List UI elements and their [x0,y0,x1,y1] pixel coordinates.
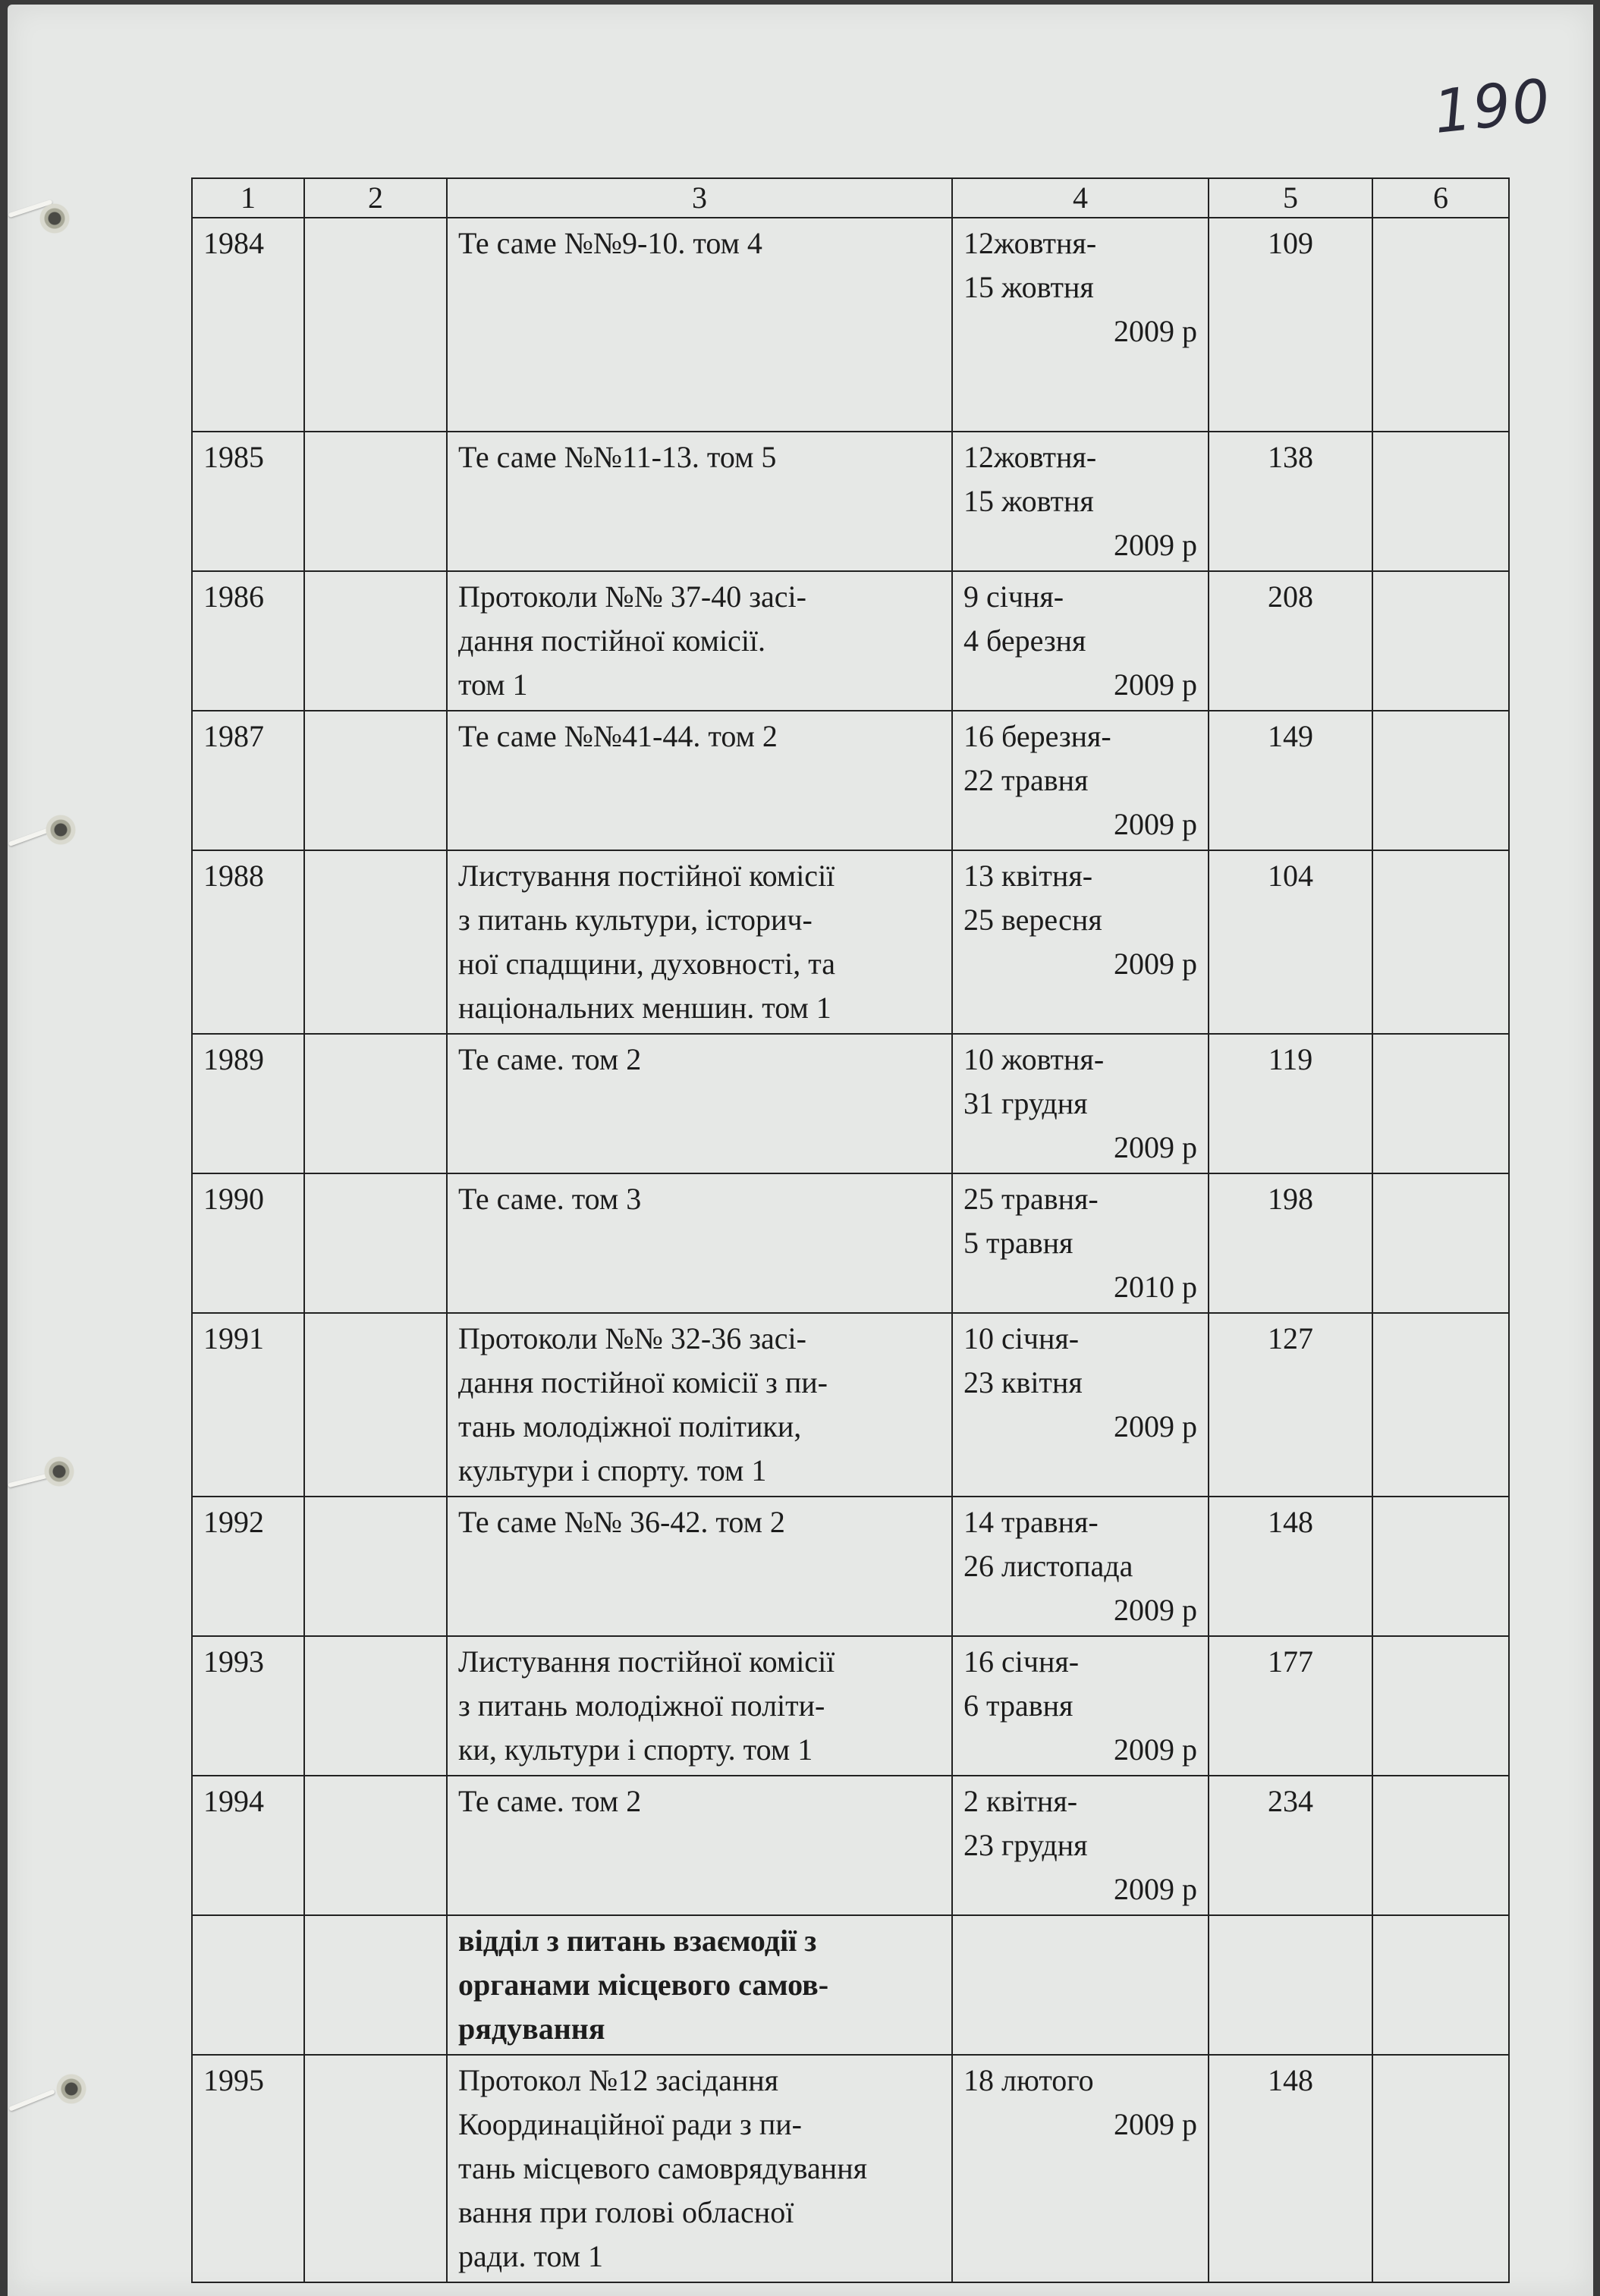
date-range: 12жовтня- 15 жовтня [963,440,1097,518]
empty-cell [1372,571,1509,711]
binding-hole-icon [39,203,70,234]
file-title: Протокол №12 засідання Координаційної ради з пи- тань місцевого самоврядування вання при голові обласної ради. том 1 [447,2055,952,2282]
table-row [192,571,1509,711]
file-number: 1995 [192,2055,304,2282]
date-range: 12жовтня- 15 жовтня [963,226,1097,304]
archive-inventory-table [191,177,1510,2283]
sheet-count: 148 [1209,2055,1372,2282]
date-year: 2009 р [1114,1593,1197,1627]
column-header: 5 [1209,178,1372,218]
empty-cell [1372,711,1509,850]
sheet-count: 119 [1209,1034,1372,1173]
file-number: 1984 [192,218,304,432]
file-dates [952,2055,1209,2282]
date-range: 16 березня- 22 травня [963,719,1111,797]
page-number: 190 [1430,67,1555,147]
date-year: 2009 р [1114,807,1197,841]
file-title: Листування постійної комісії з питань молодіжної політи- ки, культури і спорту. том 1 [447,1636,952,1776]
binding-string [8,2089,55,2112]
file-dates [952,1776,1209,1915]
empty-cell [304,1313,447,1497]
empty-cell [1209,1915,1372,2055]
column-header: 6 [1372,178,1509,218]
empty-cell [304,850,447,1034]
binding-hole-icon [46,815,76,845]
file-dates [952,850,1209,1034]
section-heading: відділ з питань взаємодії з органами місцевого самов- рядування [447,1915,952,2055]
empty-cell [192,1915,304,2055]
section-heading-row [192,1915,1509,2055]
file-title: Те саме. том 2 [447,1034,952,1173]
date-year: 2009 р [1114,947,1197,981]
sheet-count: 109 [1209,218,1372,432]
binding-hole-icon [44,1456,74,1487]
date-year: 2009 р [1114,1872,1197,1906]
empty-cell [1372,2055,1509,2282]
date-year: 2009 р [1114,2107,1197,2141]
empty-cell [304,1497,447,1636]
sheet-count: 104 [1209,850,1372,1034]
date-range: 25 травня- 5 травня [963,1182,1099,1260]
file-title: Те саме №№9-10. том 4 [447,218,952,432]
empty-cell [304,432,447,571]
empty-cell [304,711,447,850]
empty-cell [1372,1497,1509,1636]
empty-cell [952,1915,1209,2055]
file-number: 1987 [192,711,304,850]
date-range: 10 жовтня- 31 грудня [963,1042,1105,1120]
empty-cell [304,1776,447,1915]
sheet-count: 208 [1209,571,1372,711]
empty-cell [1372,1034,1509,1173]
sheet-count: 177 [1209,1636,1372,1776]
file-number: 1986 [192,571,304,711]
date-range: 2 квітня- 23 грудня [963,1784,1088,1862]
date-range: 18 лютого [963,2063,1094,2097]
empty-cell [1372,850,1509,1034]
column-header: 2 [304,178,447,218]
file-title: Те саме №№11-13. том 5 [447,432,952,571]
date-year: 2010 р [1114,1270,1197,1304]
table-row [192,850,1509,1034]
sheet-count: 138 [1209,432,1372,571]
file-dates [952,1034,1209,1173]
date-range: 13 квітня- 25 вересня [963,859,1102,937]
table-row [192,1173,1509,1313]
date-year: 2009 р [1114,1130,1197,1164]
file-title: Протоколи №№ 37-40 засі- дання постійної комісії. том 1 [447,571,952,711]
header-row [192,178,1509,218]
date-year: 2009 р [1114,314,1197,348]
empty-cell [304,571,447,711]
file-dates [952,711,1209,850]
table-row [192,1034,1509,1173]
file-dates [952,1173,1209,1313]
date-year: 2009 р [1114,1409,1197,1443]
column-header: 4 [952,178,1209,218]
file-number: 1985 [192,432,304,571]
empty-cell [1372,1173,1509,1313]
file-number: 1989 [192,1034,304,1173]
date-year: 2009 р [1114,528,1197,562]
date-year: 2009 р [1114,667,1197,702]
file-dates [952,1313,1209,1497]
empty-cell [304,1636,447,1776]
table-row [192,1776,1509,1915]
file-title: Те саме №№ 36-42. том 2 [447,1497,952,1636]
empty-cell [1372,1776,1509,1915]
sheet-count: 234 [1209,1776,1372,1915]
sheet-count: 127 [1209,1313,1372,1497]
table-row [192,1313,1509,1497]
empty-cell [304,1173,447,1313]
sheet-count: 198 [1209,1173,1372,1313]
date-range: 14 травня- 26 листопада [963,1505,1133,1583]
date-range: 16 січня- 6 травня [963,1644,1080,1723]
date-range: 9 січня- 4 березня [963,579,1086,658]
file-dates [952,432,1209,571]
file-dates [952,1636,1209,1776]
file-title: Протоколи №№ 32-36 засі- дання постійної комісії з пи- тань молодіжної політики, культури і спорту. том 1 [447,1313,952,1497]
empty-cell [1372,1313,1509,1497]
empty-cell [304,218,447,432]
column-header: 3 [447,178,952,218]
empty-cell [1372,1915,1509,2055]
file-number: 1990 [192,1173,304,1313]
empty-cell [1372,432,1509,571]
empty-cell [1372,218,1509,432]
file-dates [952,218,1209,432]
date-year: 2009 р [1114,1732,1197,1767]
sheet-count: 149 [1209,711,1372,850]
table-row [192,1636,1509,1776]
date-range: 10 січня- 23 квітня [963,1321,1083,1399]
table-row [192,218,1509,432]
empty-cell [1372,1636,1509,1776]
file-number: 1991 [192,1313,304,1497]
table-row [192,1497,1509,1636]
table-row [192,2055,1509,2282]
file-title: Те саме. том 3 [447,1173,952,1313]
file-number: 1994 [192,1776,304,1915]
table-row [192,432,1509,571]
column-header: 1 [192,178,304,218]
file-dates [952,571,1209,711]
file-dates [952,1497,1209,1636]
file-title: Те саме №№41-44. том 2 [447,711,952,850]
file-title: Те саме. том 2 [447,1776,952,1915]
file-number: 1988 [192,850,304,1034]
file-title: Листування постійної комісії з питань культури, історич- ної спадщини, духовності, та національних меншин. том 1 [447,850,952,1034]
empty-cell [304,1915,447,2055]
empty-cell [304,1034,447,1173]
sheet-count: 148 [1209,1497,1372,1636]
file-number: 1993 [192,1636,304,1776]
binding-hole-icon [56,2074,86,2104]
file-number: 1992 [192,1497,304,1636]
empty-cell [304,2055,447,2282]
table-row [192,711,1509,850]
